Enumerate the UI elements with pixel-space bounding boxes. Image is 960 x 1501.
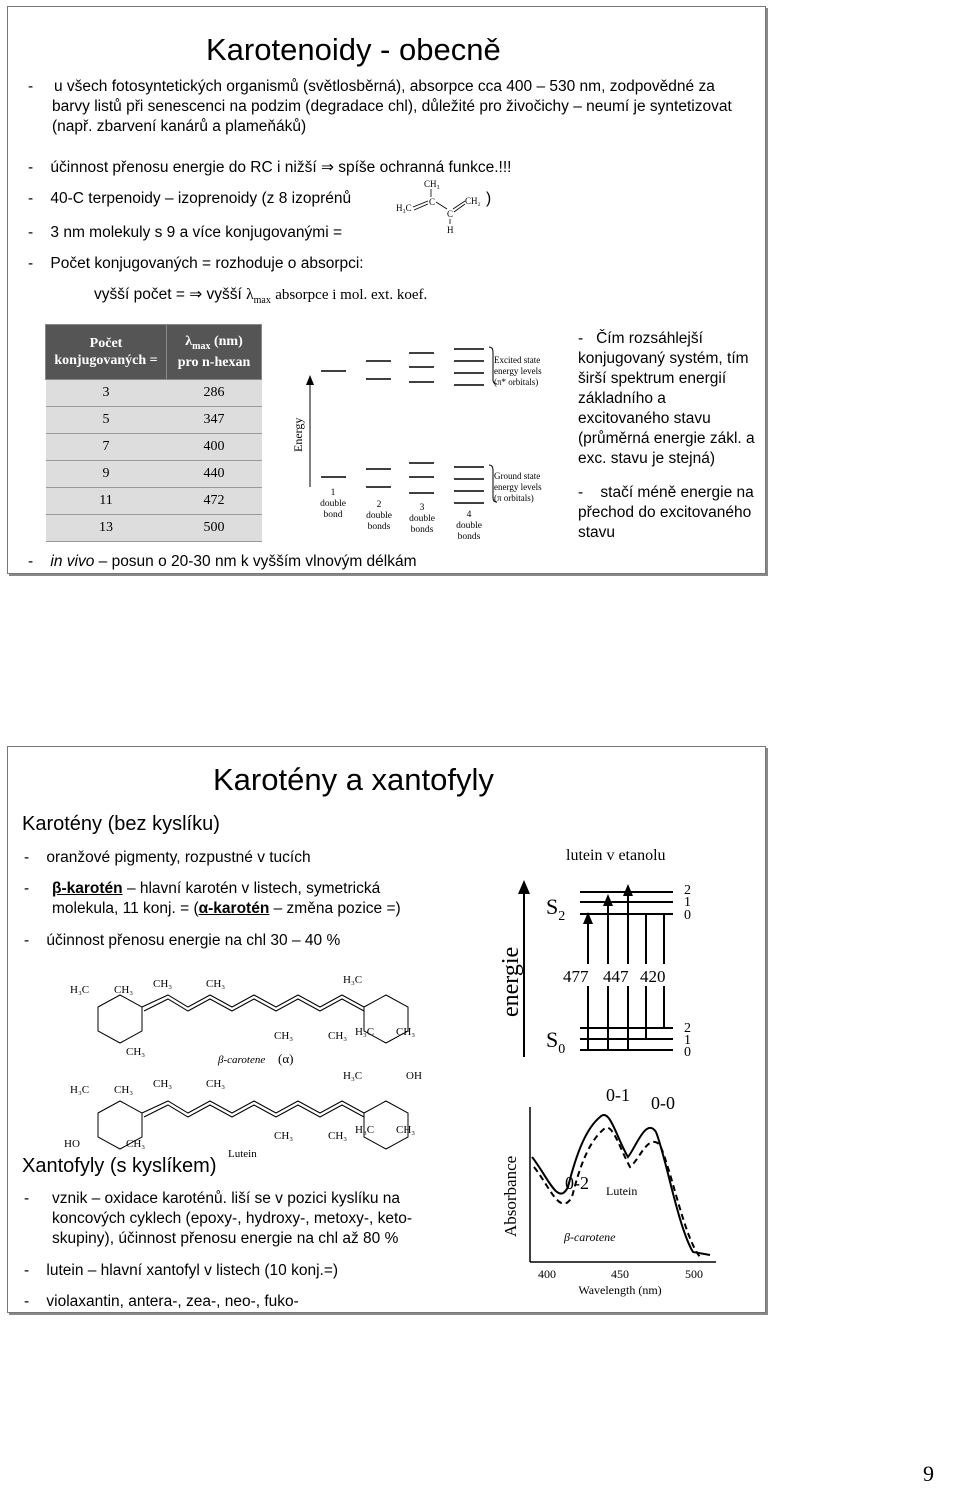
isoprene-structure [393, 177, 488, 235]
lambda-symbol: λ [246, 286, 254, 303]
table-header-lambda: $\lambda_{max}$ (nm) pro n-hexan [167, 325, 262, 380]
svg-text:CH₃: CH₃ [274, 1130, 294, 1142]
implies-icon: ⇒ [320, 158, 334, 176]
lutein-structure-label: Lutein [228, 1148, 257, 1160]
bullet-text: účinnost přenosu energie do RC i nižší [50, 159, 317, 176]
svg-text:CH₃: CH₃ [114, 1084, 134, 1096]
table-row: 3 286 [46, 380, 262, 407]
table-header-count: Počet konjugovaných = [46, 325, 167, 380]
svg-text:1: 1 [330, 488, 336, 498]
svg-text:OH: OH [406, 1070, 422, 1082]
ground-label: Ground state [494, 471, 541, 481]
peak-label: 0-1 [606, 1085, 630, 1105]
beta-carotene-label: β-carotene [218, 1054, 266, 1066]
h3c-label: H₃C [396, 203, 412, 213]
slide-title: Karotenoidy - obecně [206, 32, 501, 67]
c-label: C [447, 209, 454, 219]
svg-text:double: double [456, 521, 482, 531]
h-label: H [447, 225, 454, 235]
bullet-text: 3 nm molekuly s 9 a více konjugovanými = [50, 224, 343, 241]
lutein-energy-diagram [488, 842, 718, 1072]
svg-text:CH₃: CH₃ [328, 1130, 348, 1142]
table-row: 5 347 [46, 407, 262, 434]
svg-text:1: 1 [684, 895, 691, 910]
table-row: 9 440 [46, 461, 262, 488]
bullet-in-vivo: - in vivo – posun o 20-30 nm k vyšším vlnovým délkám [28, 553, 417, 570]
energy-axis-label: energie [498, 946, 524, 1017]
carotene-legend: β-carotene [564, 1230, 616, 1244]
svg-text:CH₃: CH₃ [274, 1030, 294, 1042]
svg-text:420: 420 [640, 967, 666, 986]
svg-text:bonds: bonds [410, 525, 434, 535]
svg-text:H₃C: H₃C [355, 1124, 375, 1136]
svg-text:0: 0 [684, 1045, 691, 1060]
bullet-text: spíše ochranná funkce.!!! [338, 159, 512, 176]
svg-text:3: 3 [419, 503, 425, 513]
svg-text:H₃C: H₃C [355, 1026, 375, 1038]
svg-text:CH₃: CH₃ [396, 1124, 416, 1136]
svg-text:477: 477 [563, 967, 589, 986]
bullet-text: 40-C terpenoidy – izoprenoidy (z 8 izoprénů [50, 190, 352, 207]
svg-text:CH₃: CH₃ [396, 1026, 416, 1038]
ground-label: energy levels [494, 482, 542, 492]
svg-text:CH₃: CH₃ [126, 1046, 146, 1058]
svg-text:double: double [366, 511, 392, 521]
svg-text:4: 4 [466, 510, 472, 520]
carotene-structures [28, 967, 448, 1160]
peak-label: 0-2 [565, 1173, 589, 1193]
svg-text:CH₃: CH₃ [206, 1078, 226, 1090]
table-row: 7 400 [46, 434, 262, 461]
bullet-text: u všech fotosyntetických organismů (světlosběrná), absorpce cca 400 – 530 nm, zodpovědné za barvy listů při senescenci na podzim (degradace chl), důležité pro živočichy – neumí je syntetizovat (např. zbarvení kanárů a plameňáků) [52, 78, 732, 135]
diagram-title: lutein v etanolu [566, 847, 666, 864]
svg-text:CH₃: CH₃ [126, 1138, 146, 1150]
x-tick: 450 [611, 1267, 629, 1281]
bullet-others: - violaxantin, antera-, zea-, neo-, fuko- [24, 1293, 299, 1310]
x-axis-label: Wavelength (nm) [578, 1283, 662, 1297]
lutein-legend: Lutein [606, 1184, 638, 1198]
bullet-text: Počet konjugovaných = rozhoduje o absorpci: [50, 255, 364, 272]
x-tick: 500 [685, 1267, 703, 1281]
alpha-label: (α) [278, 1051, 294, 1066]
higher-count-line: vyšší počet = ⇒ vyšší $\lambda_{max}$ absorpce i mol. ext. koef. [94, 285, 428, 307]
absorbance-spectrum [488, 1077, 728, 1297]
peak-label: 0-0 [651, 1093, 675, 1113]
svg-text:2: 2 [376, 500, 382, 510]
table-row: 13 500 [46, 515, 262, 542]
c-label: C [429, 197, 436, 207]
bullet-pigments: - oranžové pigmenty, rozpustné v tucích [24, 849, 311, 866]
right-note-2: - stačí méně energie na přechod do excitovaného stavu [578, 484, 754, 541]
svg-text:CH₃: CH₃ [328, 1030, 348, 1042]
svg-text:HO: HO [64, 1138, 80, 1150]
svg-text:CH₃: CH₃ [114, 984, 134, 996]
right-note-1: - Čím rozsáhlejší konjugovaný systém, tím širší spektrum energií základního a excitovaného stavu (průměrná energie zákl. a exc. stavu je stejná) [578, 330, 755, 467]
section-heading-carotenes: Karotény (bez kyslíku) [22, 813, 220, 835]
absorbance-axis-label: Absorbance [501, 1155, 520, 1237]
svg-text:CH₃: CH₃ [206, 978, 226, 990]
svg-text:H₃C: H₃C [343, 974, 363, 986]
ch2-label: CH₂ [465, 196, 481, 206]
svg-text:H₃C: H₃C [343, 1070, 363, 1082]
s2-label: $S_2$ [546, 894, 566, 924]
svg-text:1: 1 [684, 1033, 691, 1048]
svg-text:double: double [409, 514, 435, 524]
bullet-molecule: - 3 nm molekuly s 9 a více konjugovanými = [28, 224, 343, 241]
slide-title: Karotény a xantofyly [213, 762, 494, 797]
bullet-lutein: - lutein – hlavní xantofyl v listech (10 konj.=) [24, 1262, 339, 1279]
ch3-label: CH₃ [424, 179, 440, 189]
bullet-origin: - vznik – oxidace karoténů. liší se v pozici kyslíku na koncových cyklech (epoxy-, hydroxy-, metoxy-, keto-skupiny), účinnost přenosu energie na chl až 80 % [24, 1190, 413, 1247]
svg-text:447: 447 [603, 967, 629, 986]
svg-text:bonds: bonds [367, 522, 391, 532]
svg-text:bonds: bonds [457, 532, 481, 542]
bullet-beta-carotene: - β-karotén – hlavní karotén v listech, symetrická molekula, 11 konj. = (α-karotén – změna pozice =) [24, 880, 401, 917]
energy-axis-label: Energy [291, 417, 305, 452]
bullet-efficiency: - účinnost přenosu energie do RC i nižší ⇒ spíše ochranná funkce.!!! [28, 158, 512, 176]
svg-text:0: 0 [684, 908, 691, 923]
bullet-absorption: - u všech fotosyntetických organismů (světlosběrná), absorpce cca 400 – 530 nm, zodpovědné za barvy listů při senescenci na podzim (degradace chl), důležité pro živočichy – neumí je syntetizovat (např. zbarvení kanárů a plameňáků) [28, 77, 753, 137]
beta-ring [98, 995, 142, 1043]
section-heading-xanthophylls: Xantofyly (s kyslíkem) [22, 1155, 217, 1177]
conjugation-table [45, 324, 262, 542]
svg-text:H₃C: H₃C [70, 1084, 90, 1096]
svg-text:bond: bond [323, 510, 343, 520]
svg-text:H₃C: H₃C [70, 984, 90, 996]
svg-text:2: 2 [684, 883, 691, 898]
slide-carotenes-xanthophylls [7, 746, 766, 1313]
ground-label: (π orbitals) [494, 493, 534, 503]
svg-text:CH₃: CH₃ [153, 1078, 173, 1090]
implies-icon: ⇒ [189, 285, 203, 303]
excited-label: Excited state [494, 355, 541, 365]
x-tick: 400 [538, 1267, 556, 1281]
svg-text:double: double [320, 499, 346, 509]
bullet-transfer: - účinnost přenosu energie na chl 30 – 40 % [24, 932, 341, 949]
page-number: 9 [923, 1461, 934, 1486]
svg-text:2: 2 [684, 1021, 691, 1036]
svg-text:CH₃: CH₃ [153, 978, 173, 990]
slide-carotenoids-general [7, 6, 766, 574]
bullet-terpenoids: - 40-C terpenoidy – izoprenoidy (z 8 izoprénů [28, 190, 352, 207]
s0-label: $S_0$ [546, 1027, 566, 1057]
excited-label: energy levels [494, 366, 542, 376]
bullet-count: - Počet konjugovaných = rozhoduje o absorpci: [28, 255, 364, 272]
excited-label: (π* orbitals) [494, 377, 539, 387]
table-row: 11 472 [46, 488, 262, 515]
energy-level-diagram [286, 327, 576, 542]
closing-paren: ) [486, 190, 492, 207]
